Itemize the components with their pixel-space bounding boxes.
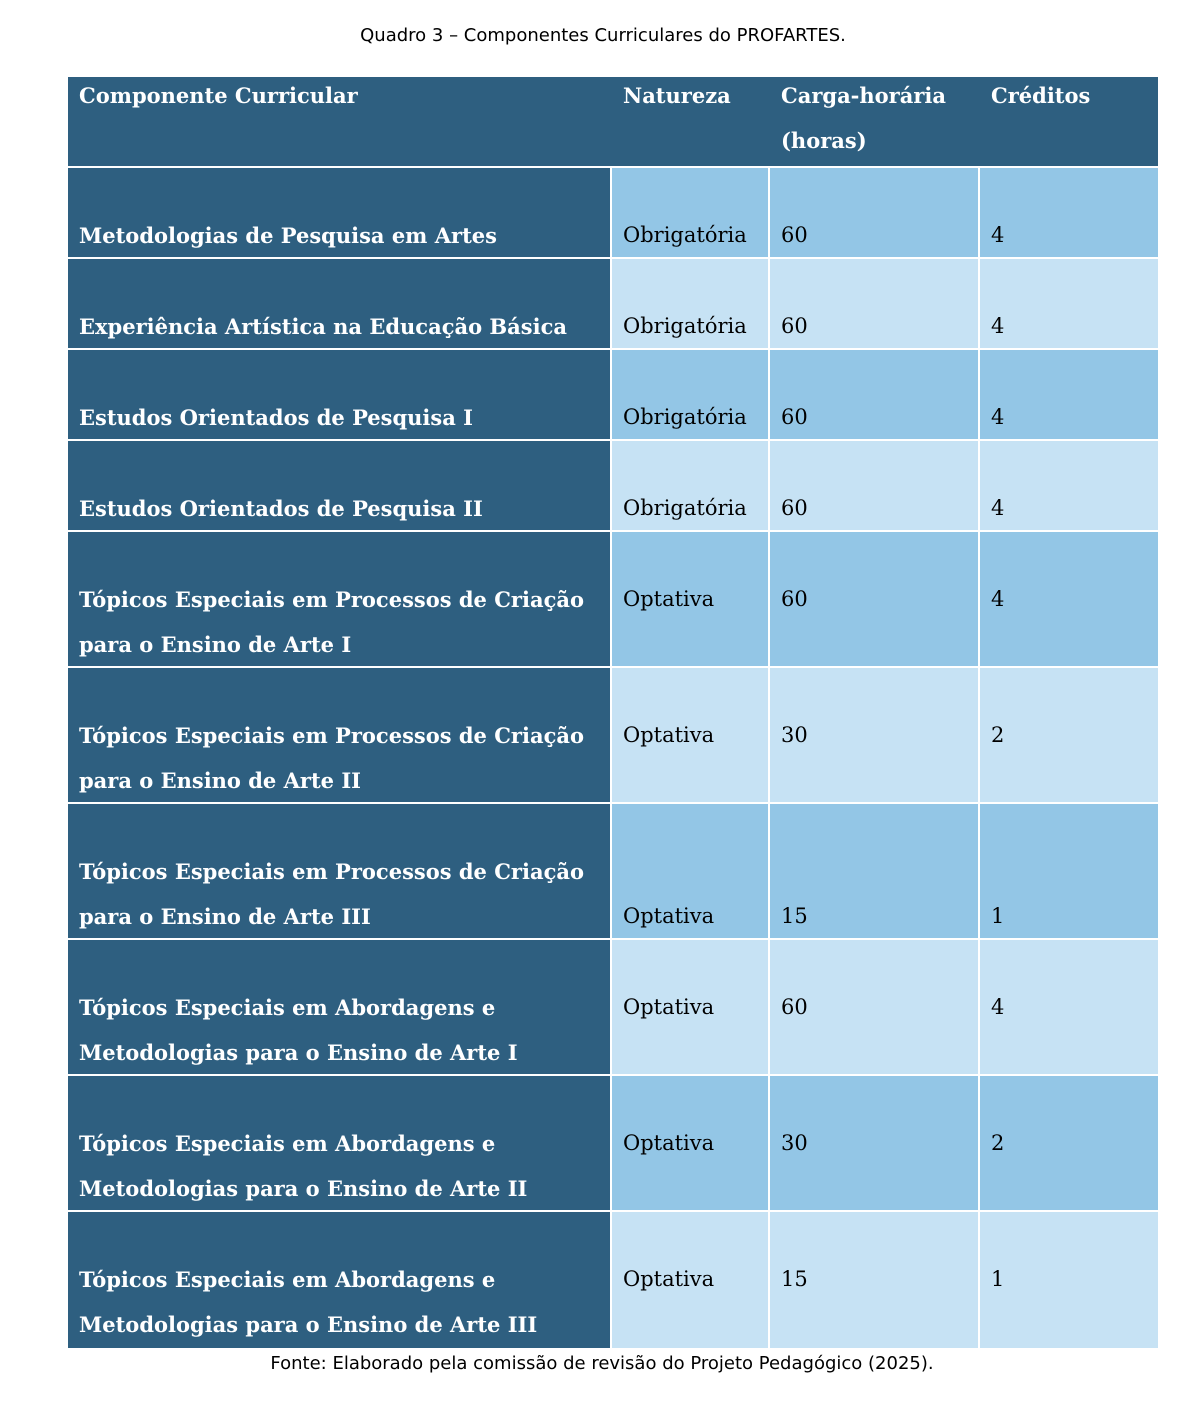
header-componente: Componente Curricular: [79, 83, 358, 108]
table-row: [68, 168, 1158, 259]
table-row: [68, 350, 1158, 441]
cell-creditos: 4: [980, 259, 1158, 348]
curricular-components-table: [68, 77, 1158, 1348]
table-row: [68, 441, 1158, 532]
cell-natureza: Obrigatória: [612, 259, 770, 348]
cell-natureza: Optativa: [612, 1076, 770, 1210]
cell-carga: 15: [770, 804, 980, 938]
cell-componente: Metodologias de Pesquisa em Artes: [68, 168, 612, 257]
table-caption: Quadro 3 – Componentes Curriculares do PROFARTES.: [360, 25, 846, 46]
table-row: [68, 1076, 1158, 1212]
cell-creditos: 2: [980, 1076, 1158, 1210]
table-row: [68, 1212, 1158, 1348]
cell-natureza: Optativa: [612, 532, 770, 666]
cell-creditos: 4: [980, 940, 1158, 1074]
cell-natureza: Obrigatória: [612, 168, 770, 257]
cell-componente: Experiência Artística na Educação Básica: [68, 259, 612, 348]
header-carga-horaria: Carga-horária (horas): [781, 83, 946, 153]
header-creditos: Créditos: [991, 83, 1091, 108]
cell-natureza: Optativa: [612, 1212, 770, 1348]
cell-creditos: 1: [980, 1212, 1158, 1348]
cell-carga: 15: [770, 1212, 980, 1348]
cell-creditos: 1: [980, 804, 1158, 938]
cell-creditos: 4: [980, 350, 1158, 439]
cell-carga: 30: [770, 1076, 980, 1210]
cell-componente: Tópicos Especiais em Abordagens e Metodologias para o Ensino de Arte II: [68, 1076, 612, 1210]
cell-carga: 60: [770, 940, 980, 1074]
cell-componente: Tópicos Especiais em Abordagens e Metodologias para o Ensino de Arte I: [68, 940, 612, 1074]
cell-carga: 60: [770, 532, 980, 666]
cell-componente: Estudos Orientados de Pesquisa II: [68, 441, 612, 530]
header-natureza: Natureza: [623, 83, 731, 108]
table-row: [68, 532, 1158, 668]
cell-componente: Tópicos Especiais em Processos de Criação para o Ensino de Arte III: [68, 804, 612, 938]
cell-componente: Tópicos Especiais em Processos de Criação para o Ensino de Arte I: [68, 532, 612, 666]
cell-natureza: Obrigatória: [612, 441, 770, 530]
cell-creditos: 4: [980, 168, 1158, 257]
cell-natureza: Obrigatória: [612, 350, 770, 439]
cell-creditos: 2: [980, 668, 1158, 802]
cell-carga: 30: [770, 668, 980, 802]
table-row: [68, 259, 1158, 350]
table-header-row: [68, 77, 1158, 168]
table-row: [68, 804, 1158, 940]
cell-carga: 60: [770, 350, 980, 439]
cell-carga: 60: [770, 168, 980, 257]
cell-creditos: 4: [980, 532, 1158, 666]
cell-carga: 60: [770, 441, 980, 530]
cell-natureza: Optativa: [612, 940, 770, 1074]
table-source-note: Fonte: Elaborado pela comissão de revisão do Projeto Pedagógico (2025).: [270, 1353, 934, 1374]
cell-componente: Tópicos Especiais em Processos de Criação para o Ensino de Arte II: [68, 668, 612, 802]
cell-componente: Tópicos Especiais em Abordagens e Metodologias para o Ensino de Arte III: [68, 1212, 612, 1348]
cell-carga: 60: [770, 259, 980, 348]
cell-creditos: 4: [980, 441, 1158, 530]
cell-componente: Estudos Orientados de Pesquisa I: [68, 350, 612, 439]
cell-natureza: Optativa: [612, 804, 770, 938]
table-row: [68, 940, 1158, 1076]
cell-natureza: Optativa: [612, 668, 770, 802]
table-row: [68, 668, 1158, 804]
